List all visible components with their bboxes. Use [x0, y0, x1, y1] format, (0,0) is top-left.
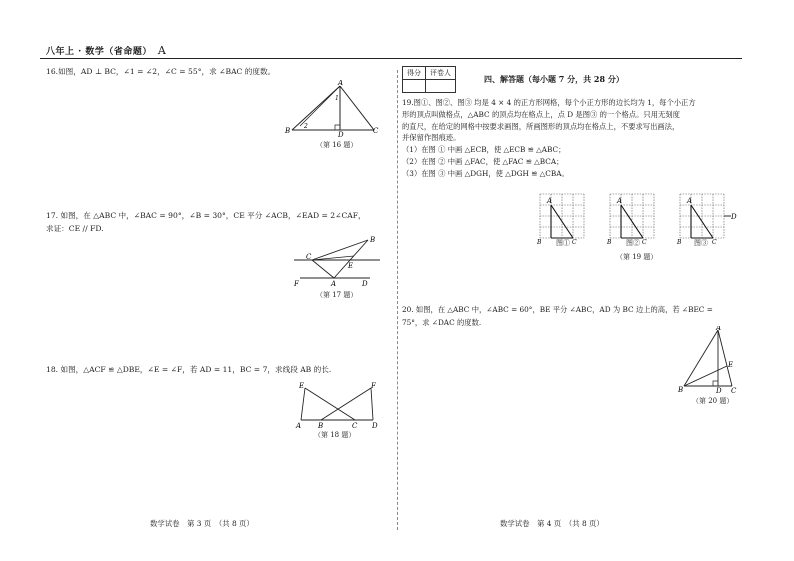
grid2-label-A: A — [617, 197, 623, 205]
caption-17: （第 17 题） — [316, 291, 358, 299]
grid-caption-3: 图③ — [694, 239, 708, 247]
grid-figure-3 — [674, 186, 740, 244]
question-16-text: 16.如图，AD ⊥ BC，∠1 = ∠2，∠C = 55°，求 ∠BAC 的度数。 — [46, 67, 276, 76]
score-table — [402, 66, 456, 93]
fig18-label-D: D — [372, 422, 378, 430]
fig20-label-A: A — [716, 326, 722, 332]
fig16-label-A: A — [338, 80, 344, 87]
question-18 — [46, 364, 331, 377]
caption-18: （第 18 题） — [314, 431, 356, 439]
fig18-label-E: E — [299, 382, 305, 390]
question-18-text: 18. 如图，△ACF ≌ △DBE，∠E = ∠F，若 AD = 11，BC = 7，求线段 AB 的长. — [46, 365, 332, 374]
fig20-label-E: E — [728, 361, 734, 369]
fig18-label-C: C — [352, 422, 358, 430]
fig18-label-F: F — [371, 382, 376, 390]
score-cell[interactable] — [403, 80, 426, 93]
grid-figure-2 — [604, 186, 660, 244]
fig17-label-C: C — [306, 253, 312, 261]
q19-line-7: （3）在图 ③ 中画 △DGH，使 △DGH ≌ △CBA。 — [402, 168, 569, 178]
fig16-label-angle2: 2 — [304, 123, 308, 130]
exam-version: A — [157, 44, 167, 57]
grid-caption-2: 图② — [626, 239, 640, 247]
grid3-label-C: C — [712, 239, 717, 244]
fig16-label-angle1: 1 — [335, 95, 339, 102]
caption-19: （第 19 题） — [616, 253, 658, 261]
question-16 — [46, 66, 275, 79]
grader-cell[interactable] — [426, 80, 456, 93]
fig20-label-B: B — [678, 386, 684, 394]
header-rule — [40, 58, 742, 59]
grid3-label-B: B — [677, 239, 682, 244]
q19-line-4: 并保留作图痕迹。 — [402, 133, 461, 143]
fig17-label-B: B — [370, 236, 376, 244]
fig16-label-C: C — [373, 127, 379, 135]
grid1-label-A: A — [547, 197, 553, 205]
grader-col-label: 评卷人 — [426, 67, 456, 80]
fig17-label-F: F — [294, 280, 299, 288]
figure-17 — [292, 234, 382, 290]
fig17-label-D: D — [362, 280, 368, 288]
exam-title: 八年上 · 数学（省命题） — [46, 47, 152, 57]
question-17-line1: 17. 如图，在 △ABC 中，∠BAC = 90°，∠B = 30°，CE 平分 ∠ACB，∠EAD = 2∠CAF， — [46, 211, 366, 220]
grid-figure-1 — [534, 186, 590, 244]
fig16-label-D: D — [338, 131, 344, 139]
grid3-label-D: D — [731, 213, 737, 221]
q19-line-1: 19.图①、图②、图③ 均是 4 × 4 的正方形网格，每个小正方形的边长均为 1，每个小正方 — [402, 98, 696, 107]
q19-line-6: （2）在图 ② 中画 △FAC，使 △FAC ≌ △BCA； — [402, 156, 564, 166]
figure-18 — [293, 380, 383, 430]
question-20-line1: 20. 如图，在 △ABC 中，∠ABC = 60°，BE 平分 ∠ABC，AD 为 BC 边上的高，若 ∠BEC = — [402, 305, 713, 314]
question-17-line2: 求证：CE // FD. — [46, 223, 104, 233]
fig17-label-E: E — [348, 262, 354, 270]
q19-line-3: 的直尺，在给定的网格中按要求画图，所画图形的顶点均在格点上，不要求写出画法， — [402, 121, 680, 131]
page-divider — [397, 70, 398, 530]
question-19 — [402, 97, 696, 180]
figure-16 — [282, 80, 382, 140]
section-title: 四、解答题（每小题 7 分，共 28 分） — [484, 74, 624, 84]
right-footer: 数学试卷 第 4 页 （共 8 页） — [500, 519, 604, 528]
question-20-line2: 75°，求 ∠DAC 的度数. — [402, 317, 482, 327]
caption-16: （第 16 题） — [316, 141, 358, 149]
score-col-label: 得分 — [403, 67, 426, 80]
q19-line-5: （1）在图 ① 中画 △ECB，使 △ECB ≌ △ABC； — [402, 145, 566, 155]
left-footer: 数学试卷 第 3 页 （共 8 页） — [150, 519, 254, 528]
fig18-label-B: B — [318, 422, 324, 430]
grid2-label-B: B — [607, 239, 612, 244]
fig18-label-A: A — [296, 422, 302, 430]
grid1-label-C: C — [572, 239, 577, 244]
figure-20 — [676, 326, 742, 396]
fig17-label-A: A — [331, 280, 337, 288]
caption-20: （第 20 题） — [692, 397, 734, 405]
exam-header — [46, 44, 166, 57]
grid1-label-B: B — [537, 239, 542, 244]
grid3-label-A: A — [687, 197, 693, 205]
question-20 — [402, 304, 713, 329]
grid-caption-1: 图① — [556, 239, 570, 247]
grid2-label-C: C — [642, 239, 647, 244]
question-17 — [46, 210, 366, 235]
q19-line-2: 形的顶点叫做格点，△ABC 的顶点均在格点上，点 D 是图③ 的一个格点。只用无刻度 — [402, 109, 680, 119]
fig20-label-D: D — [716, 387, 722, 395]
fig16-label-B: B — [285, 127, 291, 135]
fig20-label-C: C — [731, 387, 737, 395]
